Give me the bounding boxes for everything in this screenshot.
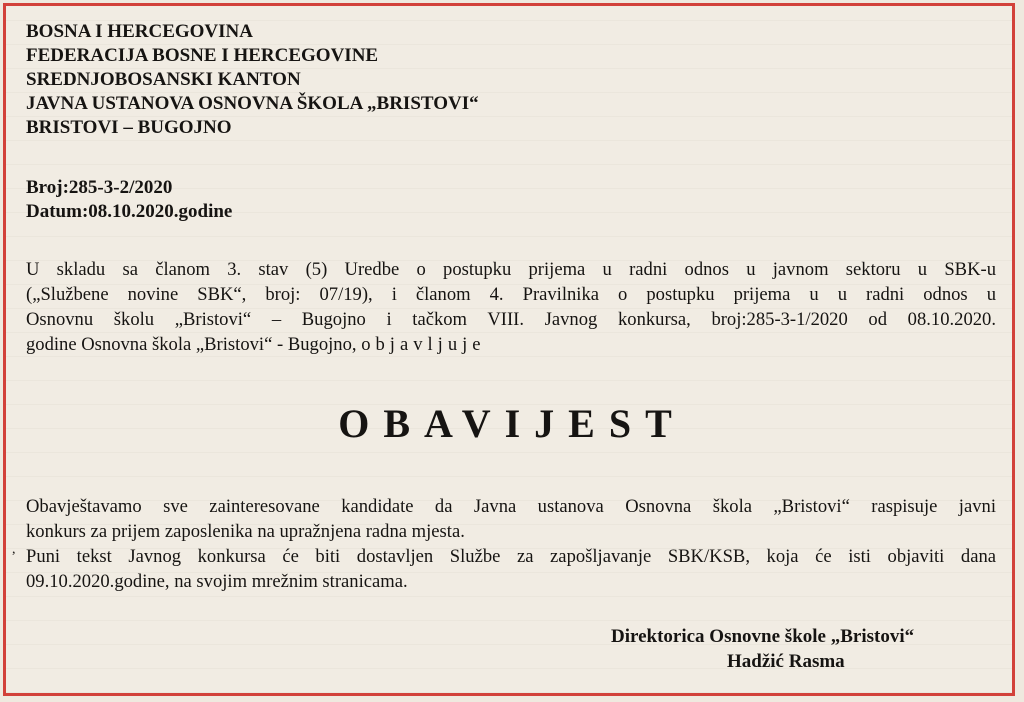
signature-title: Direktorica Osnovne škole „Bristovi“: [611, 626, 915, 647]
intro-line: („Službene novine SBK“, broj: 07/19), i članom 4. Pravilnika o postupku prijema u u radni odnos u: [26, 284, 996, 305]
body-line: Puni tekst Javnog konkursa će biti dostavljen Službe za zapošljavanje SBK/KSB, koja će isti objaviti dana: [26, 546, 996, 567]
body-line: konkurs za prijem zaposlenika na upražnjena radna mjesta.: [26, 521, 465, 542]
header-line-country: BOSNA I HERCEGOVINA: [26, 21, 253, 42]
header-line-canton: SREDNJOBOSANSKI KANTON: [26, 69, 301, 90]
intro-publishes: objavljuje: [361, 334, 486, 355]
intro-line: Osnovnu školu „Bristovi“ – Bugojno i tačkom VIII. Javnog konkursa, broj:285-3-1/2020 od 08.10.2020.: [26, 309, 996, 330]
header-line-location: BRISTOVI – BUGOJNO: [26, 117, 232, 138]
body-line: Obavještavamo sve zainteresovane kandidate da Javna ustanova Osnovna škola „Bristovi“ raspisuje javni: [26, 496, 996, 517]
header-line-federation: FEDERACIJA BOSNE I HERCEGOVINE: [26, 45, 379, 66]
reference-number: Broj:285-3-2/2020: [26, 177, 173, 198]
intro-line: U skladu sa članom 3. stav (5) Uredbe o postupku prijema u radni odnos u javnom sektoru u SBK-u: [26, 259, 996, 280]
ink-speck: ,: [12, 542, 16, 557]
signature-name: Hadžić Rasma: [727, 651, 845, 672]
header-line-school: JAVNA USTANOVA OSNOVNA ŠKOLA „BRISTOVI“: [26, 93, 479, 114]
intro-prefix: godine Osnovna škola „Bristovi“ - Bugojno,: [26, 334, 357, 355]
notice-title: OBAVIJEST: [338, 401, 686, 446]
body-line: 09.10.2020.godine, na svojim mrežnim stranicama.: [26, 571, 408, 592]
intro-line-last: [26, 333, 486, 357]
reference-date: Datum:08.10.2020.godine: [26, 201, 233, 222]
